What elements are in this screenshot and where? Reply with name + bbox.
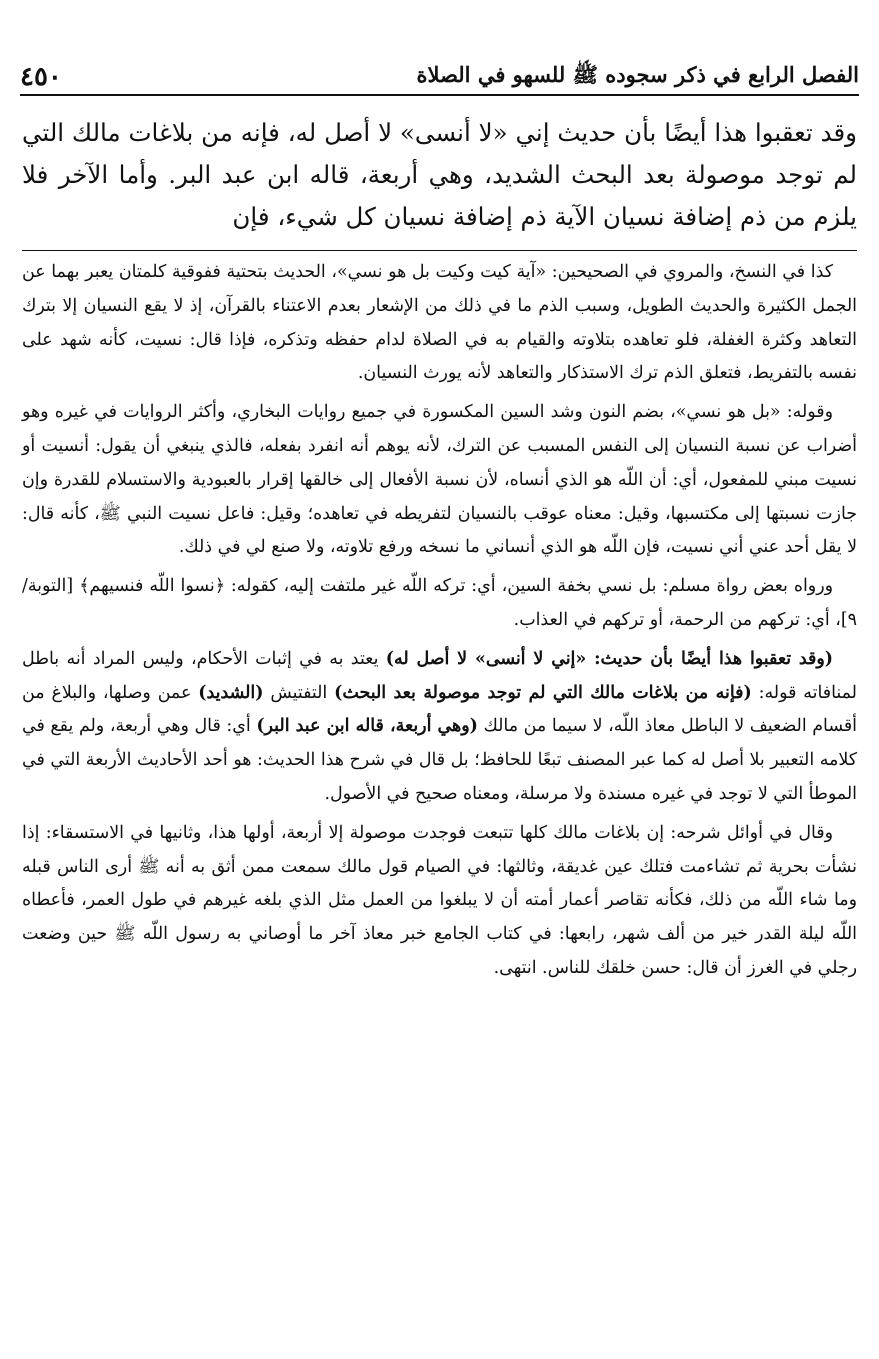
quoted-text: (الشديد) bbox=[198, 682, 264, 703]
quoted-text: (وقد تعقبوا هذا أيضًا بأن حديث: «إني لا أنسى» لا أصل له) bbox=[385, 648, 833, 669]
commentary-block bbox=[22, 256, 857, 986]
commentary-paragraph: ورواه بعض رواة مسلم: بل نسي بخفة السين، أي: تركه اللّه غير ملتفت إليه، كقوله: ﴿نسوا اللّه فنسيهم﴾ [التوبة/٩]، أي: تركهم من الرحمة، أو تركهم في العذاب. bbox=[22, 576, 857, 630]
commentary-paragraph: وقال في أوائل شرحه: إن بلاغات مالك كلها تتبعت فوجدت موصولة إلا أربعة، أولها هذا، وثانيها في الاستسقاء: إذا نشأت بحرية ثم تشاءمت فتلك عين غديقة، وثالثها: في الصيام قول مالك سمعت ممن أثق به أنه ﷺ أرى الناس قبله وما شاء اللّه من ذلك، فكأنه تقاصر أعمار أمته أن لا يبلغوا من العمل مثل الذي بلغه غيرهم في طول العمر، فأعطاه اللّه ليلة القدر خير من ألف شهر، رابعها: في كتاب الجامع خبر معاذ آخر ما أوصاني به رسول اللّه ﷺ حين وضعت رجلي في الغرز أن قال: حسن خلقك للناس. انتهى. bbox=[22, 822, 857, 978]
commentary-paragraph: وقوله: «بل هو نسي»، بضم النون وشد السين المكسورة في جميع روايات البخاري، وأكثر الروايات في غيره وهو أضراب عن نسبة النسيان إلى النفس المسبب عن الترك، لأنه يوهم أنه انفرد بفعله، فالذي ينبغي أن يقول: أنسيت أو نسيت مبني للمفعول، أي: أن اللّه هو الذي أنساه، لأن نسبة الأفعال إلى خالقها إقرار بالعبودية والاستسلام للقدرة وإن جازت نسبتها إلى مكتسبها، وقيل: معناه عوقب بالنسيان لتفريطه في تعاهده؛ وقيل: فاعل نسيت النبي ﷺ، كأنه قال: لا يقل أحد عني أني نسيت، فإن اللّه هو الذي أنساني ما نسخه ورفع تلاوته، ولا صنع لي في ذلك. bbox=[22, 402, 857, 558]
main-text-block bbox=[22, 112, 857, 238]
divider-line bbox=[22, 250, 857, 251]
commentary-text: يعتد به في إثبات الأحكام، وليس المراد أنه باطل لمنافاته قوله: bbox=[22, 648, 857, 703]
running-header bbox=[20, 60, 859, 96]
page-number: ٤٥٠ bbox=[20, 62, 62, 92]
quoted-text: (فإنه من بلاغات مالك التي لم توجد موصولة بعد البحث) bbox=[334, 682, 752, 703]
commentary-text: التفتيش bbox=[263, 682, 335, 703]
commentary-text: عمن وصلها، والبلاغ من أقسام الضعيف لا الباطل معاذ اللّه، لا سيما من مالك bbox=[22, 682, 857, 737]
commentary-paragraph: كذا في النسخ، والمروي في الصحيحين: «آية كيت وكيت بل هو نسي»، الحديث بتحتية ففوقية كلمتان يعبر بهما عن الجمل الكثيرة والحديث الطويل، وسبب الذم ما في ذلك من الإشعار بعدم الاعتناء بالقرآن، إذ لا يقع النسيان إلا بترك التعاهد وكثرة الغفلة، فلو تعاهده بتلاوته والقيام به في الصلاة لدام حفظه وتذكره، فإذا قال: نسيت، كأنه شهد على نفسه بالتفريط، فتعلق الذم ترك الاستذكار والتعاهد لأنه يورث النسيان. bbox=[22, 262, 857, 384]
chapter-title: الفصل الرابع في ذكر سجوده ﷺ للسهو في الصلاة bbox=[416, 61, 859, 87]
quoted-text: (وهي أربعة، قاله ابن عبد البر) bbox=[256, 716, 478, 737]
commentary-paragraph bbox=[22, 643, 857, 812]
main-text: وقد تعقبوا هذا أيضًا بأن حديث إني «لا أنسى» لا أصل له، فإنه من بلاغات مالك التي لم توجد موصولة بعد البحث الشديد، وهي أربعة، قاله ابن عبد البر. وأما الآخر فلا يلزم من ذم إضافة نسيان الآية ذم إضافة نسيان كل شيء، فإن bbox=[22, 118, 857, 231]
commentary-text: أي: قال وهي أربعة، ولم يقع في كلامه التعبير بلا أصل له كما عبر المصنف تبعًا للحافظ؛ بل قال في شرح هذا الحديث: هو أحد الأحاديث الأربعة التي في الموطأ التي لا توجد في غيره مسندة ولا مرسلة، ومعناه صحيح في الأصول. bbox=[22, 716, 857, 804]
